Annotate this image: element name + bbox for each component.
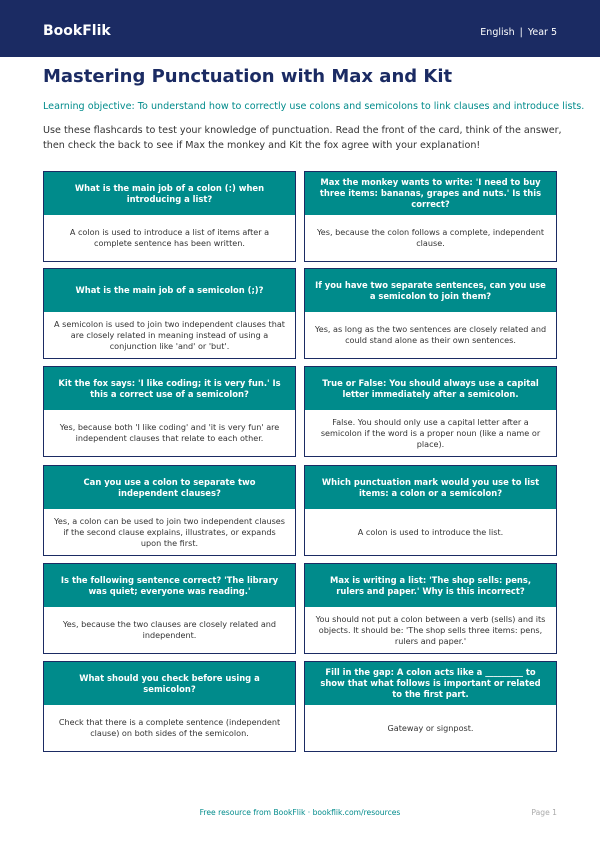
subject-year-label	[480, 27, 557, 39]
flashcard-front: What is the main job of a colon (:) when introducing a list?	[44, 172, 295, 215]
brand-logo[interactable]: BookFlik	[43, 23, 111, 39]
flashcard-back: A semicolon is used to join two independent clauses that are closely related in meaning instead of using a conjunction like 'and' or 'but'.	[54, 318, 285, 351]
page-number: Page 1	[531, 808, 557, 817]
flashcard-back: Yes, because the two clauses are closely related and independent.	[62, 619, 277, 640]
flashcard-front: Which punctuation mark would you use to list items: a colon or a semicolon?	[305, 466, 556, 509]
flashcard-back: A colon is used to introduce a list of items after a complete sentence has been written.	[69, 227, 270, 248]
flashcard-11	[43, 661, 296, 752]
flashcard-front: What should you check before using a semicolon?	[44, 662, 295, 705]
flashcard-6	[304, 366, 557, 457]
intro-text: Use these flashcards to test your knowledge of punctuation. Read the front of the card, think of the answer, then check the back to see if Max the monkey and Kit the fox agree with your explanation!	[43, 125, 562, 151]
flashcard-back: False. You should only use a capital letter after a semicolon if the word is a proper noun (like a name or place).	[320, 416, 541, 449]
flashcard-back: Yes, as long as the two sentences are closely related and could stand alone as their own sentences.	[314, 324, 547, 345]
flashcard-front: Can you use a colon to separate two independent clauses?	[44, 466, 295, 509]
flashcard-back: You should not put a colon between a verb (sells) and its objects. It should be: 'The shop sells three items: pens, rulers and paper.'	[315, 613, 546, 646]
flashcard-front: Max is writing a list: 'The shop sells: pens, rulers and paper.' Why is this incorrect?	[305, 564, 556, 607]
flashcard-back: Yes, a colon can be used to join two independent clauses if the second clause explains, illustrates, or expands upon the first.	[54, 515, 285, 548]
flashcard-3	[43, 268, 296, 359]
flashcard-2	[304, 171, 557, 262]
flashcard-back: Check that there is a complete sentence (independent clause) on both sides of the semicolon.	[58, 717, 281, 738]
flashcard-front: True or False: You should always use a capital letter immediately after a semicolon.	[305, 367, 556, 410]
flashcard-9	[43, 563, 296, 654]
flashcard-front: Max the monkey wants to write: 'I need to buy three items: bananas, grapes and nuts.' Is this correct?	[305, 172, 556, 215]
flashcard-8	[304, 465, 557, 556]
flashcard-front: What is the main job of a semicolon (;)?	[44, 269, 295, 312]
flashcard-back: Yes, because the colon follows a complete, independent clause.	[316, 227, 545, 248]
flashcard-10	[304, 563, 557, 654]
flashcard-back: Gateway or signpost.	[387, 722, 474, 733]
subject-label: English	[480, 27, 515, 38]
flashcard-4	[304, 268, 557, 359]
flashcard-front: Kit the fox says: 'I like coding; it is very fun.' Is this a correct use of a semicolon?	[44, 367, 295, 410]
flashcard-front: If you have two separate sentences, can you use a semicolon to join them?	[305, 269, 556, 312]
page-header	[0, 0, 600, 57]
flashcard-front: Fill in the gap: A colon acts like a _________ to show that what follows is important or related to the first part.	[305, 662, 556, 705]
year-label: Year 5	[527, 27, 557, 38]
footer-resource-link[interactable]: Free resource from BookFlik · bookflik.com/resources	[199, 808, 401, 817]
meta-separator: |	[519, 27, 523, 38]
learning-objective: Learning objective: To understand how to correctly use colons and semicolons to link clauses and introduce lists.	[43, 101, 585, 112]
flashcard-front: Is the following sentence correct? 'The library was quiet; everyone was reading.'	[44, 564, 295, 607]
flashcard-12	[304, 661, 557, 752]
flashcard-7	[43, 465, 296, 556]
flashcard-1	[43, 171, 296, 262]
flashcard-back: Yes, because both 'I like coding' and 'it is very fun' are independent clauses that relate to each other.	[59, 422, 280, 443]
page-title: Mastering Punctuation with Max and Kit	[43, 66, 453, 87]
flashcard-5	[43, 366, 296, 457]
flashcard-back: A colon is used to introduce the list.	[357, 526, 504, 537]
